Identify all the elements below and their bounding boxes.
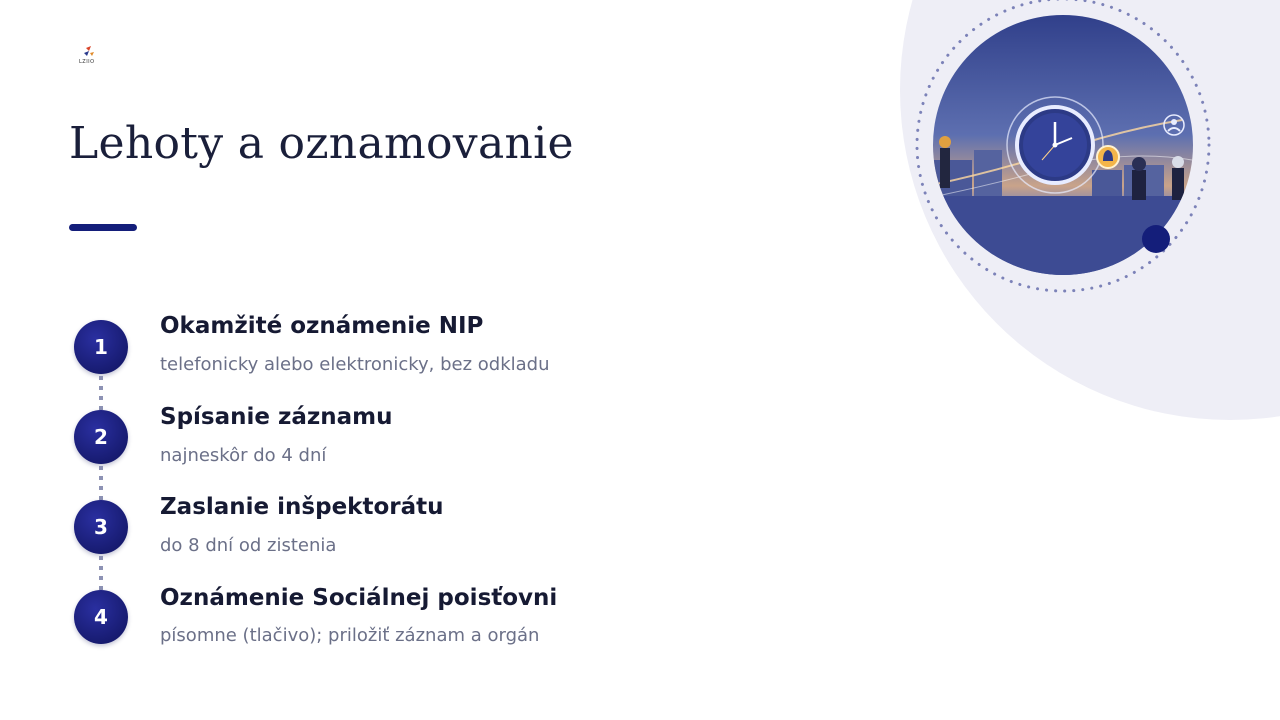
step-title: Zaslanie inšpektorátu	[160, 494, 444, 520]
step-title: Spísanie záznamu	[160, 404, 393, 430]
step-description: písomne (tlačivo); priložiť záznam a orgán	[160, 625, 540, 646]
step-number-badge: 3	[74, 500, 128, 554]
step-number-badge: 4	[74, 590, 128, 644]
title-accent-bar	[69, 224, 137, 231]
clock-icon	[1017, 107, 1093, 183]
step-connector	[99, 466, 103, 500]
step-title: Okamžité oznámenie NIP	[160, 313, 484, 339]
step-title: Oznámenie Sociálnej poisťovni	[160, 585, 558, 611]
step-description: do 8 dní od zistenia	[160, 535, 337, 556]
page-title: Lehoty a oznamovanie	[69, 118, 574, 169]
step-description: najneskôr do 4 dní	[160, 445, 327, 466]
worker-figure-left	[939, 136, 951, 188]
logo-text: LZIIO	[79, 59, 95, 65]
bell-icon	[1097, 146, 1119, 168]
step-connector	[99, 556, 103, 590]
step-description: telefonicky alebo elektronicky, bez odkladu	[160, 354, 550, 375]
step-number-badge: 2	[74, 410, 128, 464]
step-number-badge: 1	[74, 320, 128, 374]
hero-illustration	[912, 0, 1212, 300]
step-connector	[99, 376, 103, 410]
